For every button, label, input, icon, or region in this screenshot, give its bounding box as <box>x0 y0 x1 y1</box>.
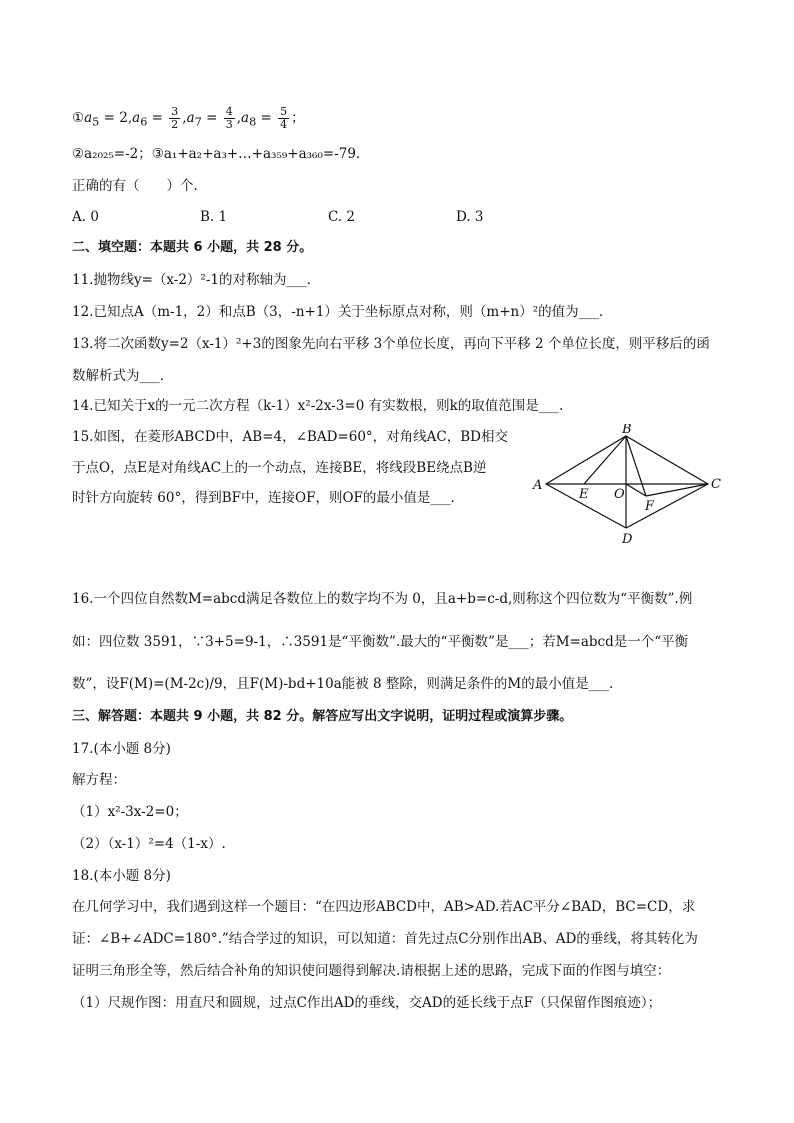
question-15-line1: 15.如图，在菱形ABCD中，AB=4，∠BAD=60°，对角线AC，BD相交 <box>72 429 508 445</box>
question-11: 11.抛物线y=（x-2）²-1的对称轴为___． <box>72 272 321 288</box>
segment-be <box>584 436 626 484</box>
option-c[interactable]: C. 2 <box>328 209 356 225</box>
label-a: A <box>533 478 543 493</box>
line-1: $①a_5 = 2,a_6$ = $\frac{3}{2}$ $,a_7$ = $\frac{4}{3}$ $,a_8$ = $\frac{5}{4}$ ； <box>72 105 305 131</box>
question-18-heading: 18.(本小题 8分) <box>72 868 171 884</box>
question-18-line4: （1）尺规作图：用直尺和圆规，过点C作出AD的垂线，交AD的延长线于点F（只保留作图痕迹）； <box>72 995 662 1011</box>
options-row <box>72 207 584 227</box>
label-d: D <box>622 532 633 547</box>
question-15-line3: 时针方向旋转 60°，得到BF中，连接OF，则OF的最小值是___． <box>72 490 465 506</box>
question-prompt: 正确的有（ ）个. <box>72 178 198 194</box>
label-c: C <box>711 477 721 492</box>
option-a[interactable]: A. 0 <box>72 209 99 225</box>
rhombus-outline <box>546 436 708 528</box>
question-12: 12.已知点A（m-1，2）和点B（3，-n+1）关于坐标原点对称，则（m+n）²的值为___． <box>72 304 613 320</box>
label-f: F <box>645 499 655 514</box>
question-17-prompt: 解方程： <box>72 772 126 788</box>
rhombus-figure <box>528 424 728 550</box>
section-3-heading: 三、解答题：本题共 9 小题，共 82 分。解答应写出文字说明，证明过程或演算步骤。 <box>72 709 573 724</box>
question-13-line1: 13.将二次函数y=2（x-1）²+3的图象先向右平移 3个单位长度，再向下平移 2 个单位长度，则平移后的函 <box>72 336 710 352</box>
segment-bf <box>626 436 646 496</box>
question-16-line2: 如：四位数 3591，∵3+5=9-1，∴3591是“平衡数”.最大的“平衡数”是___；若M=abcd是一个“平衡 <box>72 634 689 650</box>
question-18-line1: 在几何学习中，我们遇到这样一个题目：“在四边形ABCD中，AB>AD.若AC平分∠BAD，BC=CD，求 <box>72 899 696 915</box>
question-17-heading: 17.(本小题 8分) <box>72 741 171 757</box>
question-14: 14.已知关于x的一元二次方程（k-1）x²-2x-3=0 有实数根，则k的取值范围是___. <box>72 398 564 414</box>
label-e: E <box>579 487 589 502</box>
label-b: B <box>622 424 632 437</box>
label-o: O <box>614 487 625 502</box>
section-2-heading: 二、填空题：本题共 6 小题，共 28 分。 <box>72 240 313 255</box>
question-15-line2: 于点O，点E是对角线AC上的一个动点，连接BE，将线段BE绕点B逆 <box>72 460 487 476</box>
question-18-line2: 证：∠B+∠ADC=180°.”结合学过的知识，可以知道：首先过点C分别作出AB、AD的垂线，将其转化为 <box>72 931 698 947</box>
question-16-line1: 16.一个四位自然数M=abcd满足各数位上的数字均不为 0，且a+b=c-d,则称这个四位数为“平衡数”.例 <box>72 591 693 607</box>
option-b[interactable]: B. 1 <box>200 209 228 225</box>
question-17-part2: （2）（x-1）²=4（1-x）. <box>72 836 226 852</box>
question-18-line3: 证明三角形全等，然后结合补角的知识使问题得到解决.请根据上述的思路，完成下面的作图与填空： <box>72 963 671 979</box>
question-16-line3: 数”，设F(M)=(M-2c)/9，且F(M)-bd+10a能被 8 整除，则满足条件的M的最小值是___. <box>72 676 614 692</box>
option-d[interactable]: D. 3 <box>456 209 484 225</box>
question-17-part1: （1）x²-3x-2=0； <box>72 804 188 820</box>
question-13-line2: 数解析式为___． <box>72 368 174 384</box>
segment-fc <box>646 484 708 496</box>
line-2: ②a₂₀₂₅=-2；③a₁+a₂+a₃+…+a₃₅₉+a₃₆₀=-79. <box>72 146 361 162</box>
